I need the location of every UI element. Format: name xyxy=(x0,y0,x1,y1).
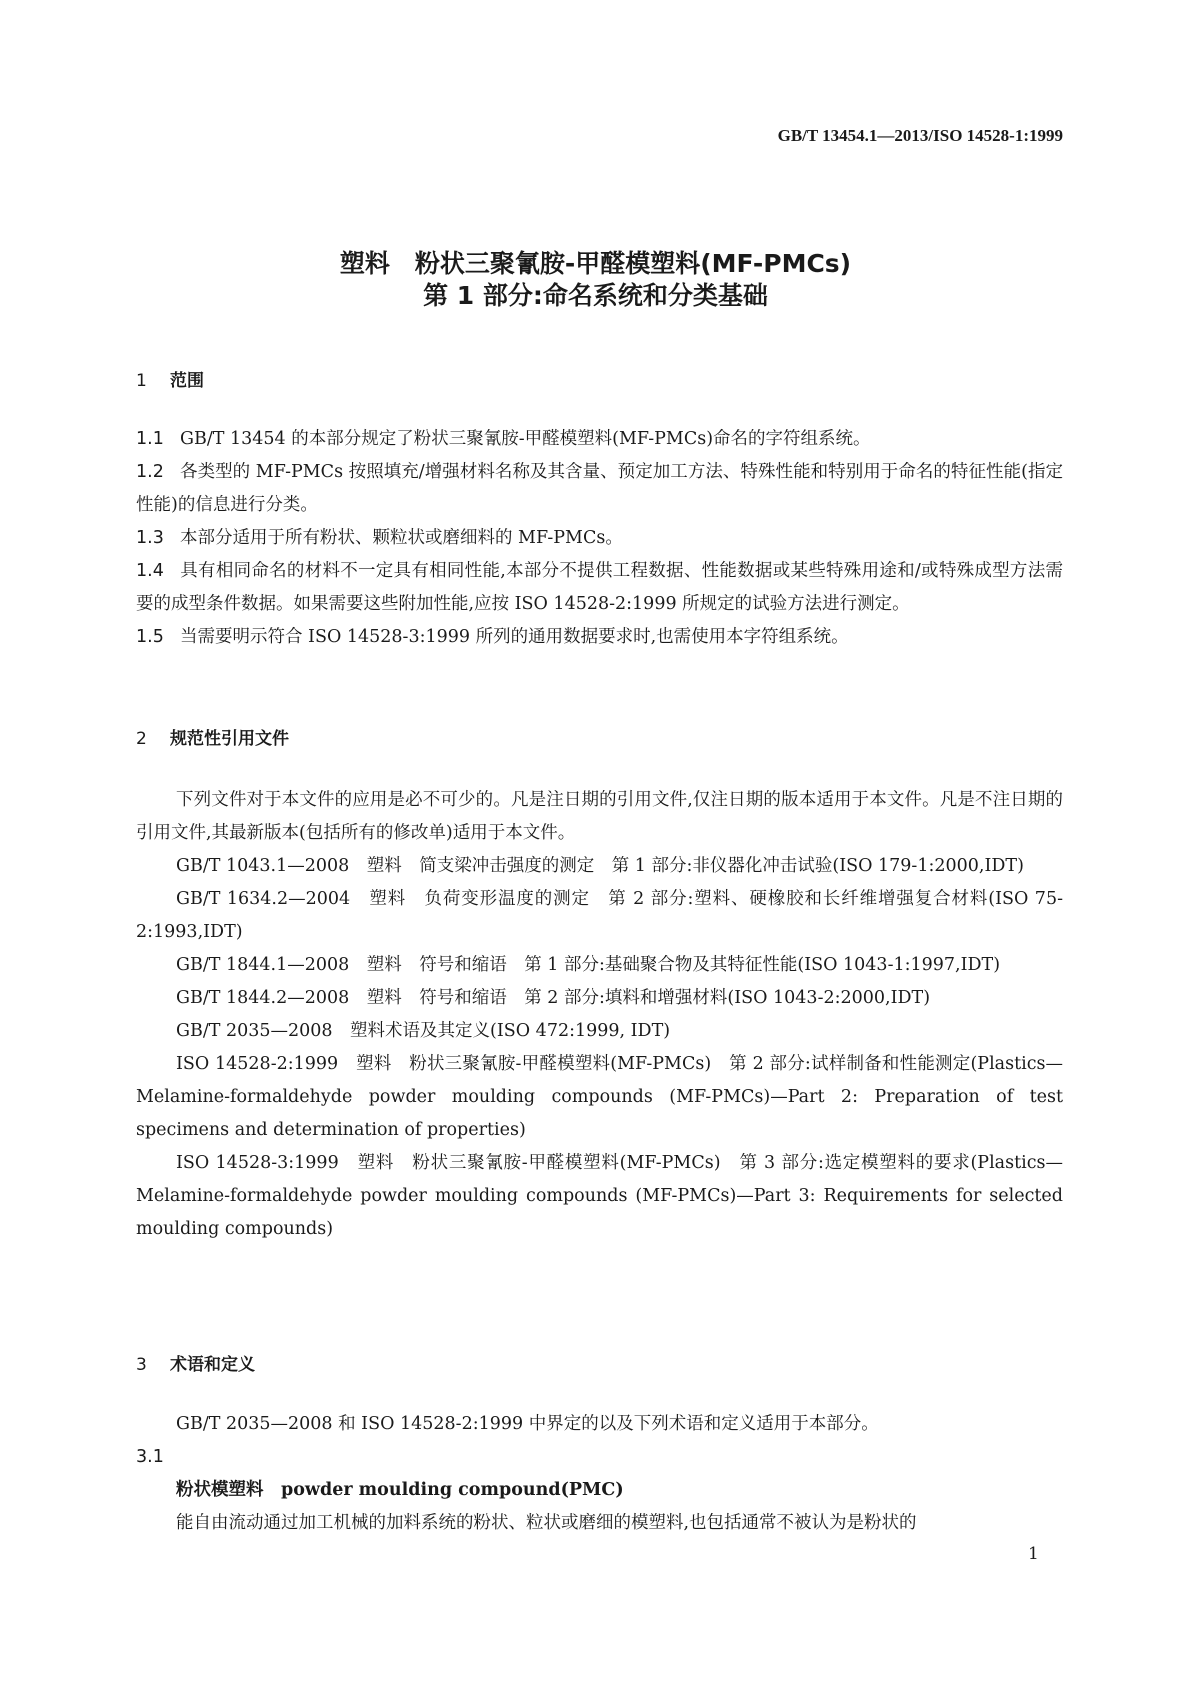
clause-text: 各类型的 MF-PMCs 按照填充/增强材料名称及其含量、预定加工方法、特殊性能和特别用于命名的特征性能(指定性能)的信息进行分类。 xyxy=(136,462,1063,515)
terms-intro: GB/T 2035—2008 和 ISO 14528-2:1999 中界定的以及下列术语和定义适用于本部分。 xyxy=(176,1414,879,1434)
section-heading-scope xyxy=(136,366,204,391)
section-number: 2 xyxy=(136,729,147,749)
section-number: 1 xyxy=(136,371,147,391)
reference-item: GB/T 1844.2—2008 塑料 符号和缩语 第 2 部分:填料和增强材料(ISO 1043-2:2000,IDT) xyxy=(176,988,931,1008)
references-intro: 下列文件对于本文件的应用是必不可少的。凡是注日期的引用文件,仅注日期的版本适用于本文件。凡是不注日期的引用文件,其最新版本(包括所有的修改单)适用于本文件。 xyxy=(136,790,1063,843)
clause-number: 1.2 xyxy=(136,462,164,482)
page-number: 1 xyxy=(1028,1544,1039,1564)
clause-text: GB/T 13454 的本部分规定了粉状三聚氰胺-甲醛模塑料(MF-PMCs)命名的字符组系统。 xyxy=(180,429,871,449)
clause-text: 本部分适用于所有粉状、颗粒状或磨细料的 MF-PMCs。 xyxy=(180,528,623,548)
normative-references xyxy=(136,784,1063,1246)
clause-number: 1.3 xyxy=(136,528,164,548)
term-heading: 粉状模塑料 powder moulding compound(PMC) xyxy=(176,1480,624,1500)
clause-number: 1.4 xyxy=(136,561,164,581)
clause-1-3 xyxy=(136,522,1063,555)
section-title: 规范性引用文件 xyxy=(170,729,289,749)
scope-clauses xyxy=(136,423,1063,654)
section-number: 3 xyxy=(136,1355,147,1375)
terms-and-definitions xyxy=(136,1408,1063,1540)
document-header: GB/T 13454.1—2013/ISO 14528-1:1999 xyxy=(777,126,1063,145)
term-definition: 能自由流动通过加工机械的加料系统的粉状、粒状或磨细的模塑料,也包括通常不被认为是粉状的 xyxy=(176,1513,917,1533)
clause-text: 具有相同命名的材料不一定具有相同性能,本部分不提供工程数据、性能数据或某些特殊用途和/或特殊成型方法需要的成型条件数据。如果需要这些附加性能,应按 ISO 14528-2:1999 所规定的试验方法进行测定。 xyxy=(136,561,1063,614)
clause-1-4 xyxy=(136,555,1063,621)
reference-item: GB/T 1634.2—2004 塑料 负荷变形温度的测定 第 2 部分:塑料、硬橡胶和长纤维增强复合材料(ISO 75-2:1993,IDT) xyxy=(136,889,1063,942)
reference-item: ISO 14528-2:1999 塑料 粉状三聚氰胺-甲醛模塑料(MF-PMCs) 第 2 部分:试样制备和性能测定(Plastics—Melamine-formaldehyde powder moulding compounds (MF-PMCs)—Part 2: Preparation of test specimens and determination of properties) xyxy=(136,1054,1063,1140)
term-number: 3.1 xyxy=(136,1447,164,1467)
clause-number: 1.5 xyxy=(136,627,164,647)
clause-1-1 xyxy=(136,423,1063,456)
clause-number: 1.1 xyxy=(136,429,164,449)
reference-item: ISO 14528-3:1999 塑料 粉状三聚氰胺-甲醛模塑料(MF-PMCs) 第 3 部分:选定模塑料的要求(Plastics—Melamine-formaldehyde powder moulding compounds (MF-PMCs)—Part 3: Requirements for selected moulding compounds) xyxy=(136,1153,1063,1239)
section-heading-terms xyxy=(136,1350,255,1375)
reference-item: GB/T 2035—2008 塑料术语及其定义(ISO 472:1999, IDT) xyxy=(176,1021,671,1041)
section-heading-normative-references xyxy=(136,724,289,749)
document-title-line1: 塑料 粉状三聚氰胺-甲醛模塑料(MF-PMCs) xyxy=(339,249,852,278)
section-title: 术语和定义 xyxy=(170,1355,255,1375)
clause-1-5 xyxy=(136,621,1063,654)
reference-item: GB/T 1844.1—2008 塑料 符号和缩语 第 1 部分:基础聚合物及其特征性能(ISO 1043-1:1997,IDT) xyxy=(176,955,1001,975)
document-title-line2: 第 1 部分:命名系统和分类基础 xyxy=(423,281,768,310)
clause-text: 当需要明示符合 ISO 14528-3:1999 所列的通用数据要求时,也需使用本字符组系统。 xyxy=(180,627,849,647)
clause-1-2 xyxy=(136,456,1063,522)
reference-item: GB/T 1043.1—2008 塑料 简支梁冲击强度的测定 第 1 部分:非仪器化冲击试验(ISO 179-1:2000,IDT) xyxy=(176,856,1024,876)
section-title: 范围 xyxy=(170,371,204,391)
